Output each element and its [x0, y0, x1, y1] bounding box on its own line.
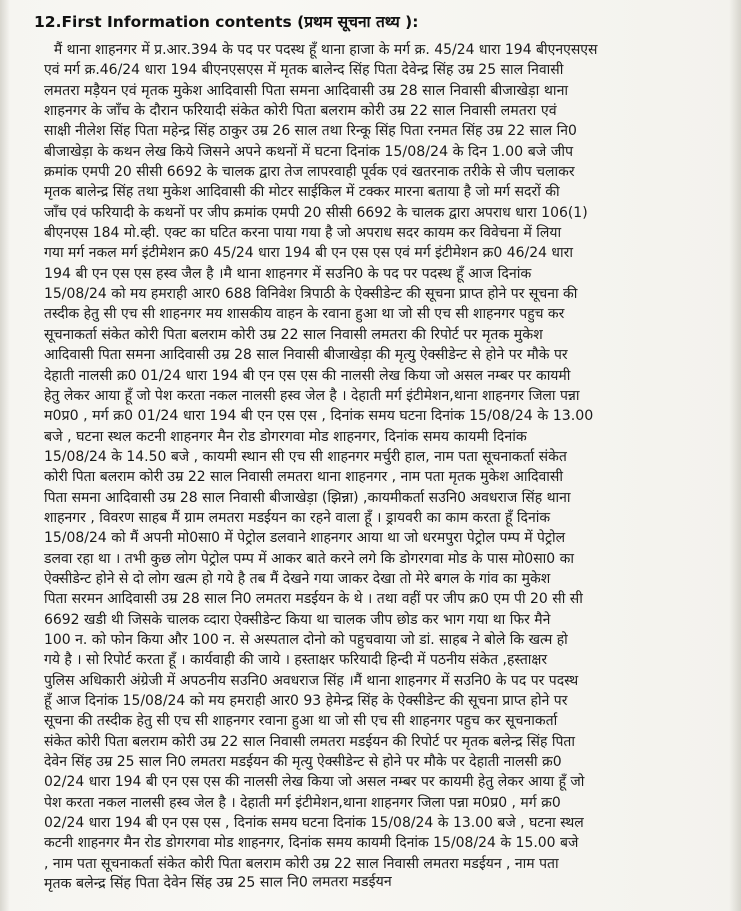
section-heading: 12.First Information contents (प्रथम सूचना तथ्य ):: [34, 13, 419, 31]
text-line: बजे , घटना स्थल कटनी शाहनगर मैन रोड डोगरगवा मोड शाहनगर, दिनांक समय कायमी दिनांक: [44, 428, 527, 445]
text-line: पिता समना आदिवासी उम्र 28 साल निवासी बीजाखेड़ा (झिन्ना) ,कायमीकर्ता सउनि0 अवधराज सिंह थाना: [44, 489, 571, 506]
text-line: साक्षी नीलेश सिंह पिता महेन्द्र सिंह ठाकुर उम्र 26 साल तथा रिन्कू सिंह पिता रनमत सिंह उम्र 22 साल नि0: [44, 123, 577, 140]
text-line: एवं मर्ग क्र.46/24 धारा 194 बीएनएसएस में मृतक बालेन्द सिंह पिता देवेन्द्र सिंह उम्र 25 साल निवासी: [44, 62, 564, 79]
text-line: हेतु लेकर आया हूँ जो पेश करता नकल नालसी हस्व जेल है । देहाती मर्ग इंटीमेशन,थाना शाहनगर जिला पन्ना: [44, 387, 580, 404]
text-line: आदिवासी पिता समना आदिवासी उम्र 28 साल निवासी बीजाखेड़ा की मृत्यु ऐक्सीडेन्ट से होने पर मौके पर: [44, 347, 568, 364]
text-line: कटनी शाहनगर मैन रोड डोगरगवा मोड शाहनगर, दिनांक समय कायमी दिनांक 15/08/24 के 15.00 बजे: [44, 835, 579, 852]
text-line: गये है । सो रिपोर्ट करता हूँ । कार्यवाही की जाये । हस्ताक्षर फरियादी हिन्दी में पठनीय संकेत ,हस्ताक्षर: [44, 652, 548, 669]
text-line: पिता सरमन आदिवासी उम्र 28 साल नि0 लमतरा मडईयन के थे । तथा वहीं पर जीप क्र0 एम पी 20 सी सी: [44, 591, 583, 608]
text-line: शाहनगर के जाँच के दौरान फरियादी संकेत कोरी पिता बलराम कोरी उम्र 22 साल निवासी लमतरा एवं: [44, 103, 557, 120]
text-line: देहाती नालसी क्र0 01/24 धारा 194 बी एन एस एस की नालसी लेख किया जो असल नम्बर पर कायमी: [44, 367, 571, 384]
text-line: 15/08/24 को मय हमराही आर0 688 विनिवेश त्रिपाठी के ऐक्सीडेन्ट की सूचना प्राप्त होने पर सूचना की: [44, 286, 578, 303]
text-line: 194 बी एन एस एस हस्व जैल है ।मै थाना शाहनगर में सउनि0 के पद पर पदस्थ हूँ आज दिनांक: [44, 265, 532, 282]
text-line: 15/08/24 के 14.50 बजे , कायमी स्थान सी एच सी शाहनगर मर्चुरी हाल, नाम पता सूचनाकर्ता संकेत: [44, 448, 567, 465]
text-line: , नाम पता सूचनाकर्ता संकेत कोरी पिता बलराम कोरी उम्र 22 साल निवासी लमतरा मडईयन , नाम पता: [44, 855, 559, 872]
text-line: 15/08/24 को मैं अपनी मो0सा0 में पेट्रोल डलवाने शाहनगर आया था जो धरमपुरा पेट्रोल पम्प में पेट्रोल: [44, 530, 566, 547]
page-edge-shadow-left: [0, 0, 10, 911]
document-body: [44, 40, 704, 894]
text-line: संकेत कोरी पिता बलराम कोरी उम्र 22 साल निवासी लमतरा मडईयन की रिपोर्ट पर मृतक बलेन्द्र सिंह पिता: [44, 733, 576, 750]
text-line: डलवा रहा था । तभी कुछ लोग पेट्रोल पम्प में आकर बाते करने लगे कि डोगरगवा मोड के पास मो0सा0 का: [44, 550, 574, 567]
text-line: बीजाखेड़ा के कथन लेख किये जिसने अपने कथनों में घटना दिनांक 15/08/24 के दिन 1.00 बजे जीप: [44, 143, 574, 160]
text-line: लमतरा मड़ैयन एवं मृतक मुकेश आदिवासी पिता समना आदिवासी उम्र 28 साल निवासी बीजाखेड़ा थाना: [44, 82, 569, 99]
text-line: गया मर्ग नकल मर्ग इंटीमेशन क्र0 45/24 धारा 194 बी एन एस एस एवं मर्ग इंटीमेशन क्र0 46/24 धारा: [44, 245, 573, 262]
text-line: सूचना की तस्दीक हेतु सी एच सी शाहनगर रवाना हुआ था जो सी एच सी शाहनगर पहुच कर सूचनाकर्ता: [44, 713, 558, 730]
text-line: 02/24 धारा 194 बी एन एस एस की नालसी लेख किया जो असल नम्बर पर कायमी हेतु लेकर आया हूँ जो: [44, 774, 585, 791]
text-line: 100 न. को फोन किया और 100 न. से अस्पताल दोनो को पहुचवाया जो डां. साहब ने बोले कि खत्म हो: [44, 631, 568, 648]
text-line: सूचनाकर्ता संकेत कोरी पिता बलराम कोरी उम्र 22 साल निवासी लमतरा की रिपोर्ट पर मृतक मुकेश: [44, 326, 543, 343]
text-line: देवेन सिंह उम्र 25 साल नि0 लमतरा मडईयन की मृत्यु ऐक्सीडेन्ट से होने पर मौके पर देहाती नालसी क्र0: [44, 754, 562, 771]
text-line: पुलिस अधिकारी अंग्रेजी में अपठनीय सउनि0 अवधराज सिंह ।मैं थाना शाहनगर में सउनि0 के पद पर पदस्थ: [44, 672, 579, 689]
text-line: मृतक बालेन्द्र सिंह तथा मुकेश आदिवासी की मोटर साईकिल में टक्कर मारना बताया है जो मर्ग सदरों की: [44, 184, 560, 201]
text-line: हूँ आज दिनांक 15/08/24 को मय हमराही आर0 93 हेमेन्द्र सिंह के ऐक्सीडेन्ट की सूचना प्राप्त होने पर: [44, 693, 568, 709]
text-line: कोरी पिता बलराम कोरी उम्र 22 साल निवासी लमतरा थाना शाहनगर , नाम पता मृतक मुकेश आदिवासी: [44, 469, 563, 486]
text-line: बीएनएस 184 मो.व्ही. एक्ट का घटित करना पाया गया है जो अपराध सदर कायम कर विवेचना में लिया: [44, 225, 562, 242]
text-line: जाँच एवं फरियादी के कथनों पर जीप क्रमांक एमपी 20 सीसी 6692 के चालक द्वारा अपराध धारा 106(1): [44, 204, 588, 221]
text-line: शाहनगर , विवरण साहब मैं ग्राम लमतरा मडईयन का रहने वाला हूँ । ड्रायवरी का काम करता हूँ दिनांक: [44, 509, 551, 526]
text-line: क्रमांक एमपी 20 सीसी 6692 के चालक द्वारा तेज लापरवाही पूर्वक एवं खतरनाक तरीके से जीप चलाकर: [44, 164, 575, 181]
text-line: ऐक्सीडेन्ट होने से दो लोग खत्म हो गये है तब मैं देखने गया जाकर देखा तो मेरे बगल के गांव का मुकेश: [44, 570, 551, 587]
text-line: 02/24 धारा 194 बी एन एस एस , दिनांक समय घटना दिनांक 15/08/24 के 13.00 बजे , घटना स्थल: [44, 815, 584, 832]
text-line: मृतक बलेन्द्र सिंह पिता देवेन सिंह उम्र 25 साल नि0 लमतरा मडईयन: [43, 873, 392, 893]
text-line: पेश करता नकल नालसी हस्व जेल है । देहाती मर्ग इंटीमेशन,थाना शाहनगर जिला पन्ना म0प्र0 , मर्ग क्र0: [44, 794, 561, 811]
text-line: 6692 खडी थी जिसके चालक व्दारा ऐक्सीडेन्ट किया था चालक जीप छोड कर भाग गया था फिर मैने: [44, 611, 551, 628]
text-line: मैं थाना शाहनगर में प्र.आर.394 के पद पर पदस्थ हूँ थाना हाजा के मर्ग क्र. 45/24 धारा 194 बीएनएसएस: [53, 42, 598, 58]
text-line: तस्दीक हेतु सी एच सी शाहनगर मय शासकीय वाहन के रवाना हुआ था जो सी एच सी शाहनगर पहुच कर: [44, 306, 565, 323]
text-line: म0प्र0 , मर्ग क्र0 01/24 धारा 194 बी एन एस एस , दिनांक समय घटना दिनांक 15/08/24 के 13.00: [44, 408, 594, 425]
page-edge-shadow-right: [729, 0, 741, 911]
